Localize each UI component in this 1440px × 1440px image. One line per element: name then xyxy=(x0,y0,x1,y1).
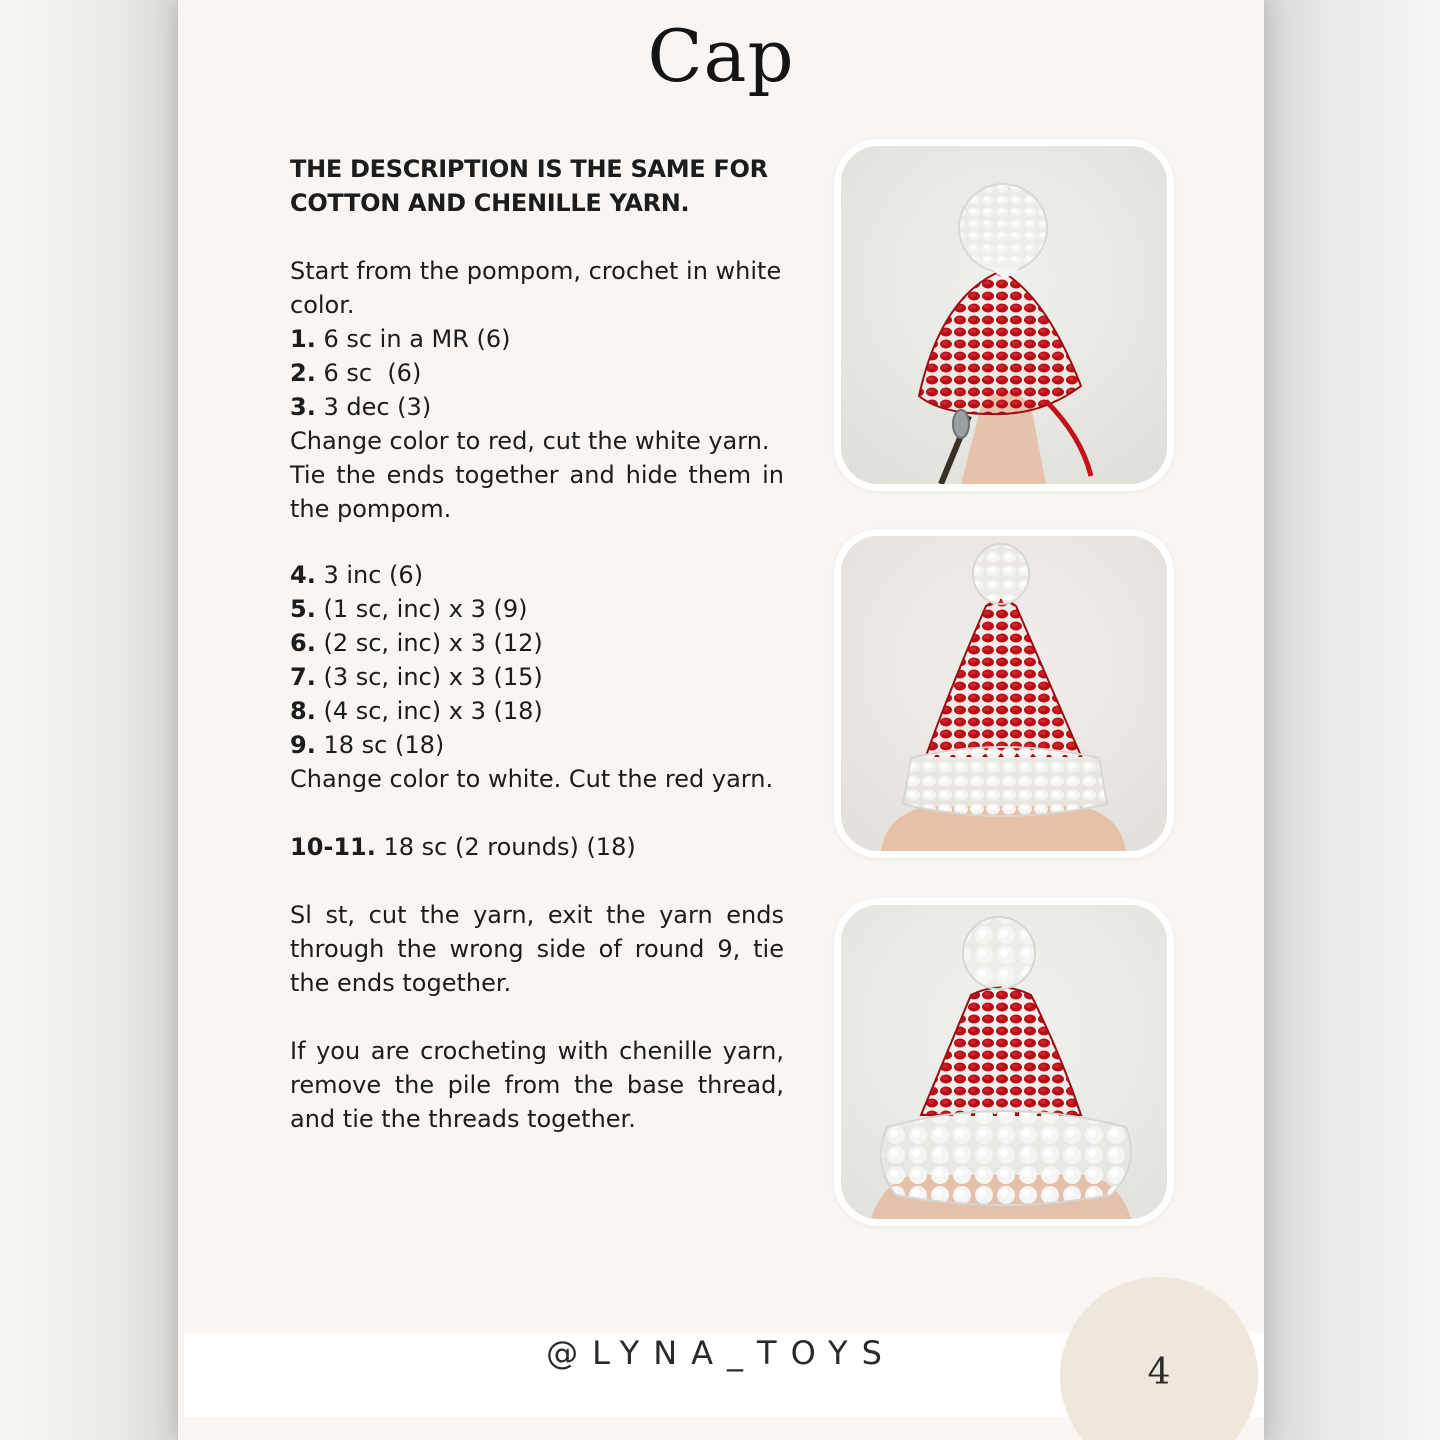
instructions-column xyxy=(290,152,784,1136)
step-number: 4. xyxy=(290,561,316,589)
step-number: 7. xyxy=(290,663,316,691)
step-text: 3 dec (3) xyxy=(315,393,432,421)
tie-ends-note: Tie the ends together and hide them in the pompom. xyxy=(290,461,784,523)
step-number: 8. xyxy=(290,697,316,725)
background-left xyxy=(0,0,180,1440)
step-row xyxy=(290,356,784,390)
step-number: 6. xyxy=(290,629,316,657)
step-row xyxy=(290,626,784,660)
step-number: 1. xyxy=(290,325,316,353)
page-number: 4 xyxy=(1147,1352,1171,1393)
background-right xyxy=(1260,0,1440,1440)
step-number: 2. xyxy=(290,359,316,387)
page-title: Cap xyxy=(647,14,795,98)
step-text: (2 sc, inc) x 3 (12) xyxy=(315,629,543,657)
change-color-white-note: Change color to white. Cut the red yarn. xyxy=(290,765,774,793)
intro-text: Start from the pompom, crochet in white color. xyxy=(290,257,782,319)
photo-pompom-on-hook xyxy=(834,139,1174,491)
step-row xyxy=(290,728,784,762)
step-row xyxy=(290,558,784,592)
step-row xyxy=(290,660,784,694)
chenille-text: If you are crocheting with chenille yarn, remove the pile from the base thread, and tie the threads together. xyxy=(290,1037,784,1133)
step-number: 10-11. xyxy=(290,833,376,861)
step-text: 18 sc (18) xyxy=(315,731,445,759)
step-number: 9. xyxy=(290,731,316,759)
photo-cap-with-brim xyxy=(834,529,1174,858)
step-text: 3 inc (6) xyxy=(315,561,424,589)
step-row xyxy=(290,694,784,728)
change-color-red-note: Change color to red, cut the white yarn. xyxy=(290,427,770,455)
step-text: (3 sc, inc) x 3 (15) xyxy=(315,663,543,691)
step-number: 5. xyxy=(290,595,316,623)
step-row xyxy=(290,592,784,626)
step-row xyxy=(290,390,784,424)
step-number: 3. xyxy=(290,393,316,421)
step-row xyxy=(290,830,784,864)
heading-line-2: COTTON AND CHENILLE YARN. xyxy=(290,189,690,217)
step-text: 6 sc (6) xyxy=(315,359,422,387)
step-row xyxy=(290,322,784,356)
step-text: (4 sc, inc) x 3 (18) xyxy=(315,697,543,725)
step-text: 6 sc in a MR (6) xyxy=(315,325,511,353)
step-text: (1 sc, inc) x 3 (9) xyxy=(315,595,528,623)
finish-text: Sl st, cut the yarn, exit the yarn ends through the wrong side of round 9, tie the ends together. xyxy=(290,901,784,997)
step-text: 18 sc (2 rounds) (18) xyxy=(375,833,636,861)
photo-chenille-cap xyxy=(834,898,1174,1226)
pattern-page xyxy=(178,0,1264,1440)
heading-line-1: THE DESCRIPTION IS THE SAME FOR xyxy=(290,155,768,183)
social-handle: @LYNA_TOYS xyxy=(546,1334,896,1372)
